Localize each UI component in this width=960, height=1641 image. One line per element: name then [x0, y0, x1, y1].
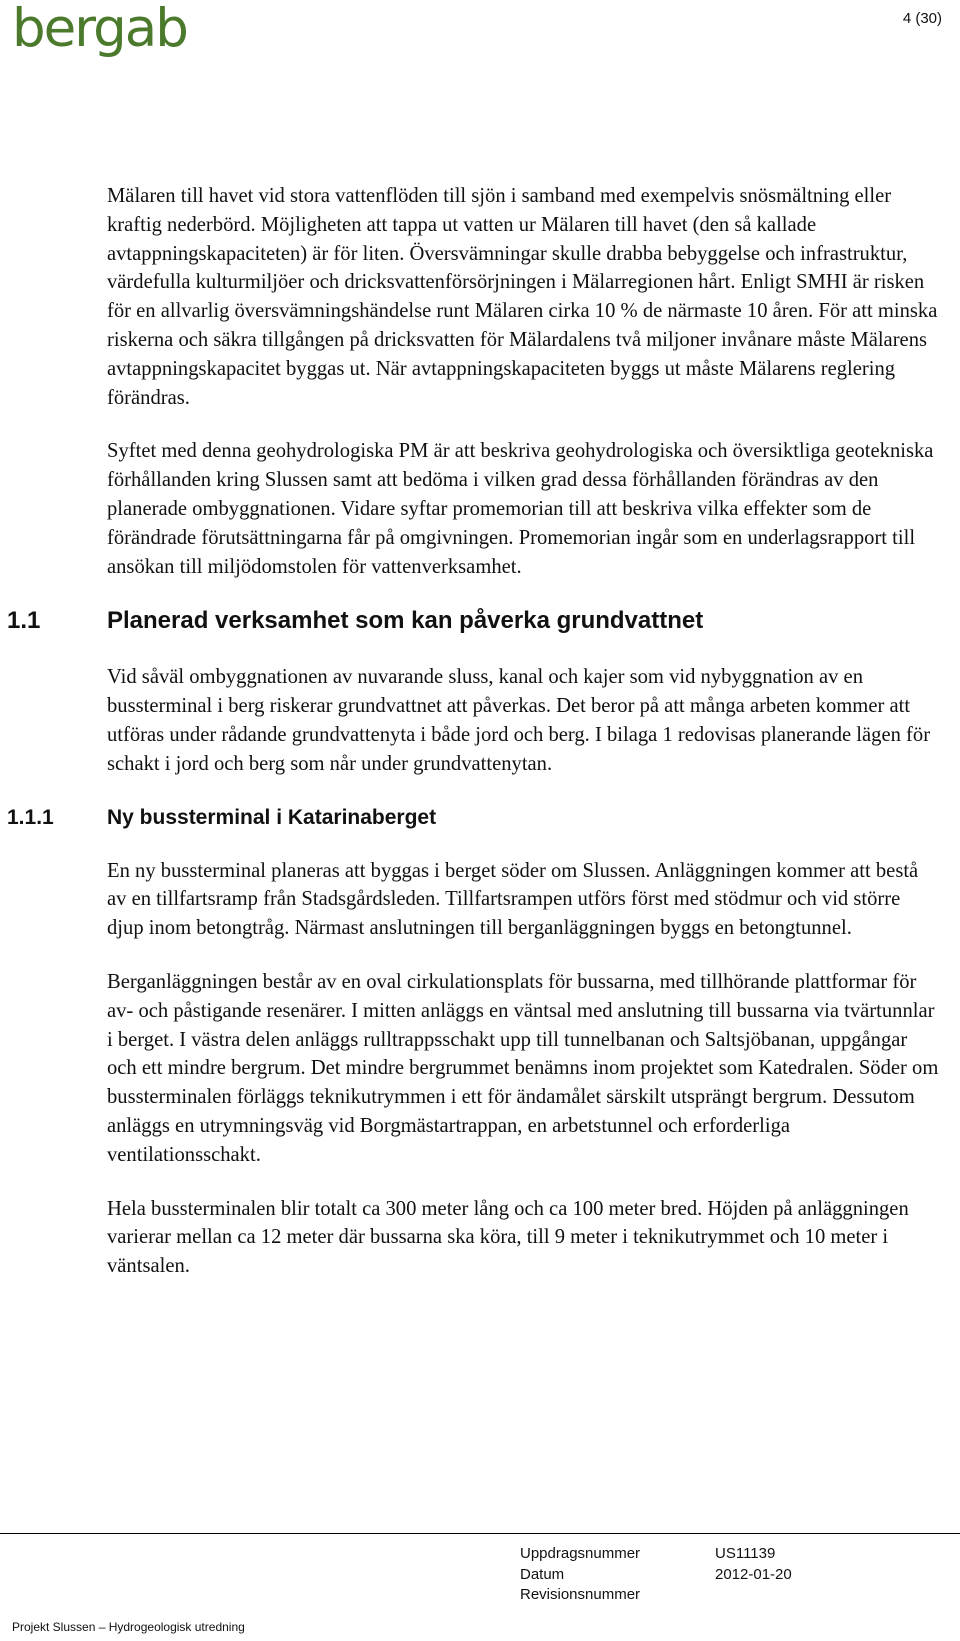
section-heading-1-1-1 [7, 804, 942, 832]
footer-row-uppdrag [520, 1544, 792, 1565]
subsection-number: 1.1.1 [7, 805, 54, 829]
footer-row-revision [520, 1585, 792, 1606]
section-number: 1.1 [7, 607, 41, 635]
subsection-title: Ny bussterminal i Katarinaberget [107, 805, 437, 829]
revisionsnummer-label: Revisionsnummer [520, 1586, 641, 1603]
section-heading-1-1 [7, 606, 942, 636]
paragraph-intro: Mälaren till havet vid stora vattenflöden till sjön i samband med exempelvis snösmältning eller kraftig nederbörd. Möjligheten att tappa ut vatten ur Mälaren till havet (den så kallade avtappningskapaciteten) är för liten. Översvämningar skulle drabba bebyggelse och infrastruktur, värdefulla kulturmiljöer och dricksvattenförsörjningen i Mälarregionen hårt. Enligt SMHI är risken för en allvarlig översvämningshändelse runt Mälaren cirka 10 % de närmaste 10 åren. För att minska riskerna och säkra tillgången på dricksvatten för Mälardalens två miljoner invånare måste Mälarens avtappningskapacitet byggas ut. När avtappningskapaciteten byggs ut måste Mälarens reglering förändras. [107, 185, 938, 409]
footer-metadata [520, 1544, 792, 1606]
uppdragsnummer-label: Uppdragsnummer [520, 1545, 641, 1562]
datum-label: Datum [520, 1565, 565, 1583]
footer-row-datum [520, 1565, 792, 1586]
bergab-logo: bergab [12, 0, 187, 59]
document-body [7, 182, 942, 1306]
datum-value: 2012-01-20 [715, 1565, 792, 1583]
paragraph-bus-terminal-2: Berganläggningen består av en oval cirkulationsplats för bussarna, med tillhörande plattformar för av- och påstigande resenärer. I mitten anläggs en väntsal med anslutning till bussarna via tvärtunnlar i berget. I västra delen anläggs rulltrappsschakt upp till tunnelbanan och Saltsjöbanan, uppgångar och ett mindre bergrum. Det mindre bergrummet benämns inom projektet som Katedralen. Söder om bussterminalen förläggs teknikutrymmen i ett för ändamålet särskilt utsprängt bergrum. Dessutom anläggs en utrymningsväg vid Borgmästartrappan, en arbetstunnel och erforderliga ventilationsschakt. [107, 970, 939, 1166]
page-number: 4 (30) [902, 10, 942, 27]
footer-project-title: Projekt Slussen – Hydrogeologisk utredning [12, 1620, 245, 1634]
paragraph-purpose: Syftet med denna geohydrologiska PM är att beskriva geohydrologiska och översiktliga geotekniska förhållanden kring Slussen samt att bedöma i vilken grad dessa förhållanden förändras av den planerade ombyggnationen. Vidare syftar promemorian till att beskriva vilka effekter som de förändrade förutsättningarna får på omgivningen. Promemorian ingår som en underlagsrapport till ansökan till miljödomstolen för vattenverksamhet. [107, 440, 934, 578]
paragraph-planned-activity: Vid såväl ombyggnationen av nuvarande sluss, kanal och kajer som vid nybyggnation av en bussterminal i berg riskerar grundvattnet att påverkas. Det beror på att många arbeten kommer att utföras under rådande grundvattenyta i både jord och berg. I bilaga 1 redovisas planerande lägen för schakt i jord och berg som når under grundvattenytan. [107, 666, 931, 775]
paragraph-bus-terminal-3: Hela bussterminalen blir totalt ca 300 meter lång och ca 100 meter bred. Höjden på anläggningen varierar mellan ca 12 meter där bussarna ska köra, till 9 meter i teknikutrymmet och 10 meter i väntsalen. [107, 1197, 909, 1278]
footer-divider [0, 1533, 960, 1534]
paragraph-bus-terminal-1: En ny bussterminal planeras att byggas i berget söder om Slussen. Anläggningen kommer att bestå av en tillfartsramp från Stadsgårdsleden. Tillfartsrampen utförs först med stödmur och vid större djup inom betongtråg. Närmast anslutningen till berganläggningen byggs en betongtunnel. [107, 859, 919, 940]
uppdragsnummer-value: US11139 [715, 1545, 776, 1562]
section-title: Planerad verksamhet som kan påverka grundvattnet [107, 607, 704, 635]
